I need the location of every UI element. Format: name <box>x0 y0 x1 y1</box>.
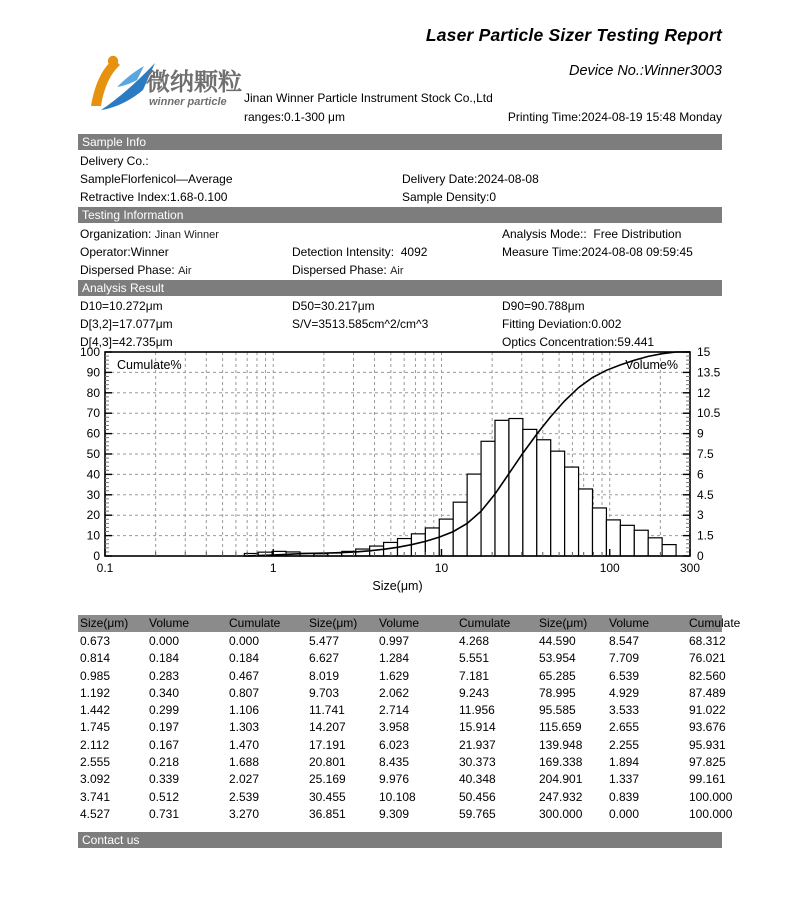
table-cell: 8.547 <box>609 634 640 648</box>
table-cell: 0.000 <box>609 806 640 821</box>
analysis-row-2 <box>78 315 722 333</box>
sample-info-row-1 <box>78 152 722 170</box>
table-header-cell: Volume <box>379 616 420 630</box>
field-delivery-date: Delivery Date:2024-08-08 <box>402 172 539 186</box>
table-cell: 7.709 <box>609 651 640 666</box>
volume-bar <box>579 489 593 556</box>
printing-time: Printing Time:2024-08-19 15:48 Monday <box>507 110 722 124</box>
field-retractive-index: Retractive Index:1.68-0.100 <box>80 190 228 204</box>
table-cell: 2.655 <box>609 720 640 735</box>
x-tick-label: 100 <box>599 561 620 575</box>
dispersed-phase-1-value: Air <box>178 265 192 277</box>
table-header-cell: Cumulate <box>689 616 741 630</box>
table-cell: 0.731 <box>149 806 180 821</box>
table-cell: 20.801 <box>309 755 346 770</box>
dispersed-phase-1-label: Dispersed Phase: <box>80 263 179 277</box>
table-cell: 99.161 <box>689 772 726 787</box>
field-d90: D90=90.788μm <box>502 299 585 313</box>
field-detection-intensity: Detection Intensity: 4092 <box>292 245 428 259</box>
table-cell: 0.000 <box>149 634 180 648</box>
table-row <box>78 719 726 736</box>
table-cell: 50.456 <box>459 789 496 804</box>
field-sv: S/V=3513.585cm^2/cm^3 <box>292 317 429 331</box>
table-row <box>78 771 726 788</box>
dispersed-phase-2-label: Dispersed Phase: <box>292 263 391 277</box>
table-cell: 204.901 <box>539 772 583 787</box>
logo-mark-icon <box>83 54 248 112</box>
logo-head-dot <box>108 56 118 66</box>
table-cell: 30.373 <box>459 755 496 770</box>
table-cell: 1.284 <box>379 651 410 666</box>
table-cell: 0.839 <box>609 789 640 804</box>
section-header-analysis-result: Analysis Result <box>78 280 722 296</box>
table-row <box>78 633 726 650</box>
table-cell: 40.348 <box>459 772 496 787</box>
table-cell: 9.243 <box>459 685 490 700</box>
field-d32: D[3,2]=17.077μm <box>80 317 173 331</box>
company-name: Jinan Winner Particle Instrument Stock Co.,Ltd <box>244 91 493 105</box>
table-cell: 1.442 <box>80 703 111 718</box>
organization-label: Organization: <box>80 227 155 241</box>
table-cell: 11.741 <box>309 703 345 718</box>
field-operator: Operator:Winner <box>80 245 169 259</box>
table-cell: 0.000 <box>229 634 260 648</box>
right-tick-label: 10.5 <box>697 406 721 421</box>
x-tick-label: 10 <box>434 561 449 575</box>
table-cell: 10.108 <box>379 789 416 804</box>
dispersed-phase-2-value: Air <box>390 265 404 277</box>
table-cell: 5.551 <box>459 651 490 666</box>
table-cell: 0.184 <box>149 651 180 666</box>
volume-bar <box>509 419 523 556</box>
table-cell: 0.807 <box>229 685 260 700</box>
table-header-cell: Volume <box>609 616 650 630</box>
table-cell: 0.167 <box>149 737 180 752</box>
table-cell: 0.340 <box>149 685 180 700</box>
left-tick-label: 80 <box>86 385 100 400</box>
table-cell: 68.312 <box>689 634 726 648</box>
table-row <box>78 806 733 823</box>
field-d50: D50=30.217μm <box>292 299 375 313</box>
table-cell: 3.270 <box>229 806 260 821</box>
volume-bar <box>634 530 648 556</box>
table-cell: 95.585 <box>539 703 576 718</box>
sample-info-row-2 <box>78 170 722 188</box>
field-organization <box>80 225 219 244</box>
table-cell: 1.745 <box>80 720 111 735</box>
table-row <box>78 685 726 702</box>
measure-ranges: ranges:0.1-300 μm <box>244 110 345 124</box>
table-cell: 247.932 <box>539 789 583 804</box>
right-tick-label: 6 <box>697 467 704 482</box>
table-cell: 2.027 <box>229 772 260 787</box>
left-tick-label: 30 <box>86 487 100 502</box>
table-cell: 4.268 <box>459 634 490 648</box>
table-header-cell: Size(μm) <box>80 616 129 630</box>
table-cell: 1.106 <box>229 703 260 718</box>
cumulate-axis-label: Cumulate% <box>117 358 182 372</box>
table-cell: 3.533 <box>609 703 640 718</box>
table-cell: 0.512 <box>149 789 180 804</box>
right-tick-label: 1.5 <box>697 528 714 543</box>
table-cell: 0.299 <box>149 703 180 718</box>
field-dispersed-phase-1 <box>80 261 192 280</box>
left-tick-label: 60 <box>86 426 100 441</box>
table-cell: 30.455 <box>309 789 346 804</box>
table-cell: 82.560 <box>689 668 726 683</box>
table-cell: 9.976 <box>379 772 410 787</box>
testing-info-row-1 <box>78 225 722 243</box>
right-tick-label: 3 <box>697 508 704 523</box>
company-logo <box>83 54 248 117</box>
table-cell: 300.000 <box>539 806 583 821</box>
volume-bar <box>425 528 439 556</box>
testing-info-row-3 <box>78 261 722 279</box>
table-cell: 8.019 <box>309 668 340 683</box>
organization-value: Jinan Winner <box>154 229 219 241</box>
table-cell: 44.590 <box>539 634 576 648</box>
sample-info-row-3 <box>78 188 722 206</box>
table-cell: 1.894 <box>609 755 640 770</box>
right-tick-label: 9 <box>697 426 704 441</box>
volume-bar <box>467 474 481 556</box>
table-cell: 7.181 <box>459 668 490 683</box>
logo-cn-text: 微纳颗粒 <box>146 68 242 96</box>
field-sample-name: SampleFlorfenicol—Average <box>80 172 233 186</box>
table-cell: 0.283 <box>149 668 180 683</box>
right-tick-label: 15 <box>697 345 711 359</box>
field-sample-density: Sample Density:0 <box>402 190 497 204</box>
volume-bar <box>481 441 495 556</box>
table-header-cell: Volume <box>149 616 190 630</box>
field-optics-concentration: Optics Concentration:59.441 <box>502 335 655 349</box>
left-tick-label: 70 <box>86 406 100 421</box>
left-tick-label: 90 <box>86 365 100 380</box>
right-tick-label: 12 <box>697 385 711 400</box>
field-fitting-deviation: Fitting Deviation:0.002 <box>502 317 622 331</box>
table-cell: 93.676 <box>689 720 726 735</box>
table-header-cell: Size(μm) <box>309 616 358 630</box>
logo-en-text: winner particle <box>149 96 227 108</box>
volume-bar <box>551 451 565 556</box>
table-cell: 0.197 <box>149 720 180 735</box>
section-header-sample-info: Sample Info <box>78 134 722 150</box>
table-cell: 9.309 <box>379 806 410 821</box>
table-cell: 91.022 <box>689 703 726 718</box>
table-cell: 2.539 <box>229 789 260 804</box>
table-cell: 53.954 <box>539 651 576 666</box>
table-cell: 2.112 <box>80 737 110 752</box>
table-cell: 100.000 <box>689 789 733 804</box>
table-cell: 2.062 <box>379 685 410 700</box>
table-cell: 0.218 <box>149 755 180 770</box>
table-cell: 169.338 <box>539 755 583 770</box>
table-cell: 0.814 <box>80 651 111 666</box>
table-cell: 1.337 <box>609 772 640 787</box>
table-cell: 1.470 <box>229 737 260 752</box>
left-tick-label: 0 <box>93 549 100 563</box>
table-cell: 0.467 <box>229 668 260 683</box>
right-tick-label: 7.5 <box>697 447 714 461</box>
right-tick-label: 0 <box>697 549 704 563</box>
table-cell: 5.477 <box>309 634 340 648</box>
table-cell: 1.192 <box>80 685 111 700</box>
device-number: Device No.:Winner3003 <box>568 63 722 79</box>
table-cell: 14.207 <box>309 720 346 735</box>
x-tick-label: 0.1 <box>96 561 114 575</box>
table-cell: 2.714 <box>379 703 410 718</box>
volume-bar <box>606 520 620 556</box>
left-tick-label: 20 <box>86 508 100 523</box>
table-cell: 25.169 <box>309 772 346 787</box>
field-measure-time: Measure Time:2024-08-08 09:59:45 <box>502 245 693 259</box>
table-cell: 115.659 <box>539 720 582 735</box>
field-analysis-mode: Analysis Mode:: Free Distribution <box>502 227 682 241</box>
table-header-cell: Cumulate <box>229 616 281 630</box>
volume-bar <box>495 420 509 556</box>
table-row <box>78 789 733 806</box>
table-cell: 6.539 <box>609 668 640 683</box>
table-cell: 8.435 <box>379 755 410 770</box>
table-cell: 78.995 <box>539 685 576 700</box>
right-tick-label: 4.5 <box>697 487 714 502</box>
table-row <box>78 668 726 685</box>
table-cell: 97.825 <box>689 755 726 770</box>
table-cell: 76.021 <box>689 651 726 666</box>
table-cell: 2.255 <box>609 737 640 752</box>
section-header-contact-us: Contact us <box>78 832 722 848</box>
volume-bar <box>523 429 537 556</box>
table-cell: 3.958 <box>379 720 410 735</box>
table-row <box>78 702 726 719</box>
volume-bar <box>662 545 676 556</box>
x-tick-label: 1 <box>269 561 277 575</box>
size-distribution-table <box>78 633 733 823</box>
table-cell: 0.673 <box>80 634 111 648</box>
table-cell: 65.285 <box>539 668 576 683</box>
volume-bar <box>620 525 634 556</box>
left-tick-label: 40 <box>86 467 100 482</box>
field-delivery-co: Delivery Co.: <box>80 154 149 168</box>
table-cell: 36.851 <box>309 806 346 821</box>
left-tick-label: 10 <box>86 528 100 543</box>
testing-info-row-2 <box>78 243 722 261</box>
table-cell: 1.303 <box>229 720 260 735</box>
table-cell: 100.000 <box>689 806 733 821</box>
table-cell: 15.914 <box>459 720 496 735</box>
left-tick-label: 50 <box>86 447 100 461</box>
field-d10: D10=10.272μm <box>80 299 163 313</box>
x-tick-label: 300 <box>679 561 701 575</box>
volume-bar <box>453 502 467 556</box>
table-cell: 59.765 <box>459 806 496 821</box>
table-cell: 9.703 <box>309 685 340 700</box>
field-dispersed-phase-2 <box>292 261 404 280</box>
table-cell: 4.527 <box>80 806 111 821</box>
table-cell: 4.929 <box>609 685 640 700</box>
volume-axis-label: Volume% <box>625 358 678 372</box>
table-cell: 21.937 <box>459 737 496 752</box>
table-cell: 0.985 <box>80 668 111 683</box>
table-cell: 0.997 <box>379 634 410 648</box>
particle-size-distribution-chart <box>70 344 730 596</box>
table-row <box>78 650 726 667</box>
table-header-row <box>78 615 741 632</box>
field-d43: D[4,3]=42.735μm <box>80 335 173 349</box>
table-cell: 3.092 <box>80 772 111 787</box>
table-cell: 0.339 <box>149 772 180 787</box>
table-cell: 95.931 <box>689 737 726 752</box>
volume-bar <box>537 440 551 556</box>
table-cell: 11.956 <box>459 703 495 718</box>
x-axis-title: Size(μm) <box>372 579 423 593</box>
table-cell: 17.191 <box>309 737 346 752</box>
logo-orange-swoosh <box>91 59 120 106</box>
report-title: Laser Particle Sizer Testing Report <box>425 25 722 45</box>
table-cell: 139.948 <box>539 737 583 752</box>
table-cell: 2.555 <box>80 755 111 770</box>
table-cell: 1.688 <box>229 755 260 770</box>
table-cell: 3.741 <box>80 789 111 804</box>
section-header-testing-info: Testing Information <box>78 207 722 223</box>
right-tick-label: 13.5 <box>697 365 721 380</box>
table-cell: 6.023 <box>379 737 410 752</box>
table-cell: 1.629 <box>379 668 410 683</box>
volume-bar <box>592 508 606 556</box>
table-header-cell: Cumulate <box>459 616 511 630</box>
analysis-row-1 <box>78 297 722 315</box>
volume-bar <box>565 467 579 556</box>
table-header-cell: Size(μm) <box>539 616 588 630</box>
table-cell: 6.627 <box>309 651 340 666</box>
table-cell: 0.184 <box>229 651 260 666</box>
left-tick-label: 100 <box>79 345 100 359</box>
table-cell: 87.489 <box>689 685 726 700</box>
table-row <box>78 737 726 754</box>
table-row <box>78 754 726 771</box>
